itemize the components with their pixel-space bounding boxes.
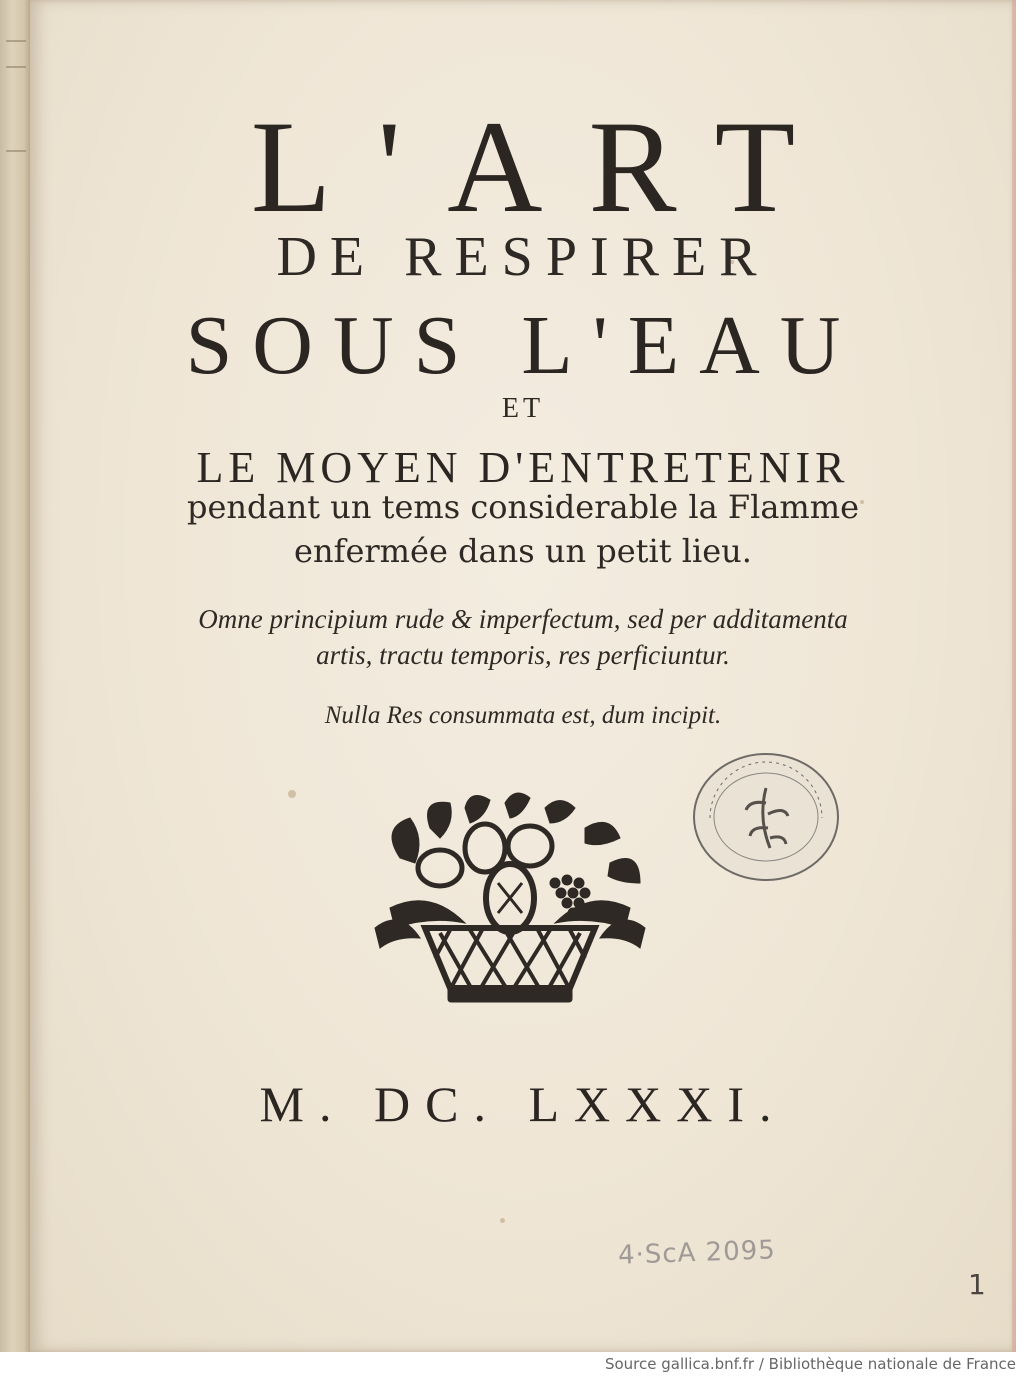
conjunction: ET	[501, 393, 545, 424]
motto-line-1: Omne principium rude & imperfectum, sed per additamenta	[198, 604, 848, 634]
motto-line-2: artis, tractu temporis, res perficiuntur.	[316, 640, 730, 670]
library-stamp	[688, 748, 844, 886]
subtitle-line-1: LE MOYEN D'ENTRETENIR	[196, 443, 850, 492]
title-page	[30, 0, 1016, 1352]
subtitle-line-2: pendant un tems considerable la Flamme	[186, 488, 860, 526]
title-line-3: SOUS L'EAU	[185, 299, 861, 392]
title-line-1: L'ART	[250, 93, 842, 240]
foxing-spot	[500, 1218, 505, 1223]
motto-line-3: Nulla Res consummata est, dum incipit.	[324, 702, 722, 729]
shelfmark: 4·ScA 2095	[617, 1235, 777, 1271]
foxing-spot	[288, 790, 296, 798]
source-credit: Source gallica.bnf.fr / Bibliothèque nationale de France	[604, 1355, 1016, 1373]
spine-line	[6, 150, 26, 152]
book-spine	[0, 0, 31, 1352]
folio-number: 1	[968, 1268, 986, 1301]
spine-line	[6, 66, 26, 68]
subtitle-line-3: enfermée dans un petit lieu.	[294, 532, 752, 570]
publication-date: M. DC. LXXXI.	[259, 1076, 787, 1132]
title-line-2: DE RESPIRER	[276, 226, 770, 288]
fruit-basket-woodcut	[370, 788, 650, 1008]
spine-line	[6, 40, 26, 42]
